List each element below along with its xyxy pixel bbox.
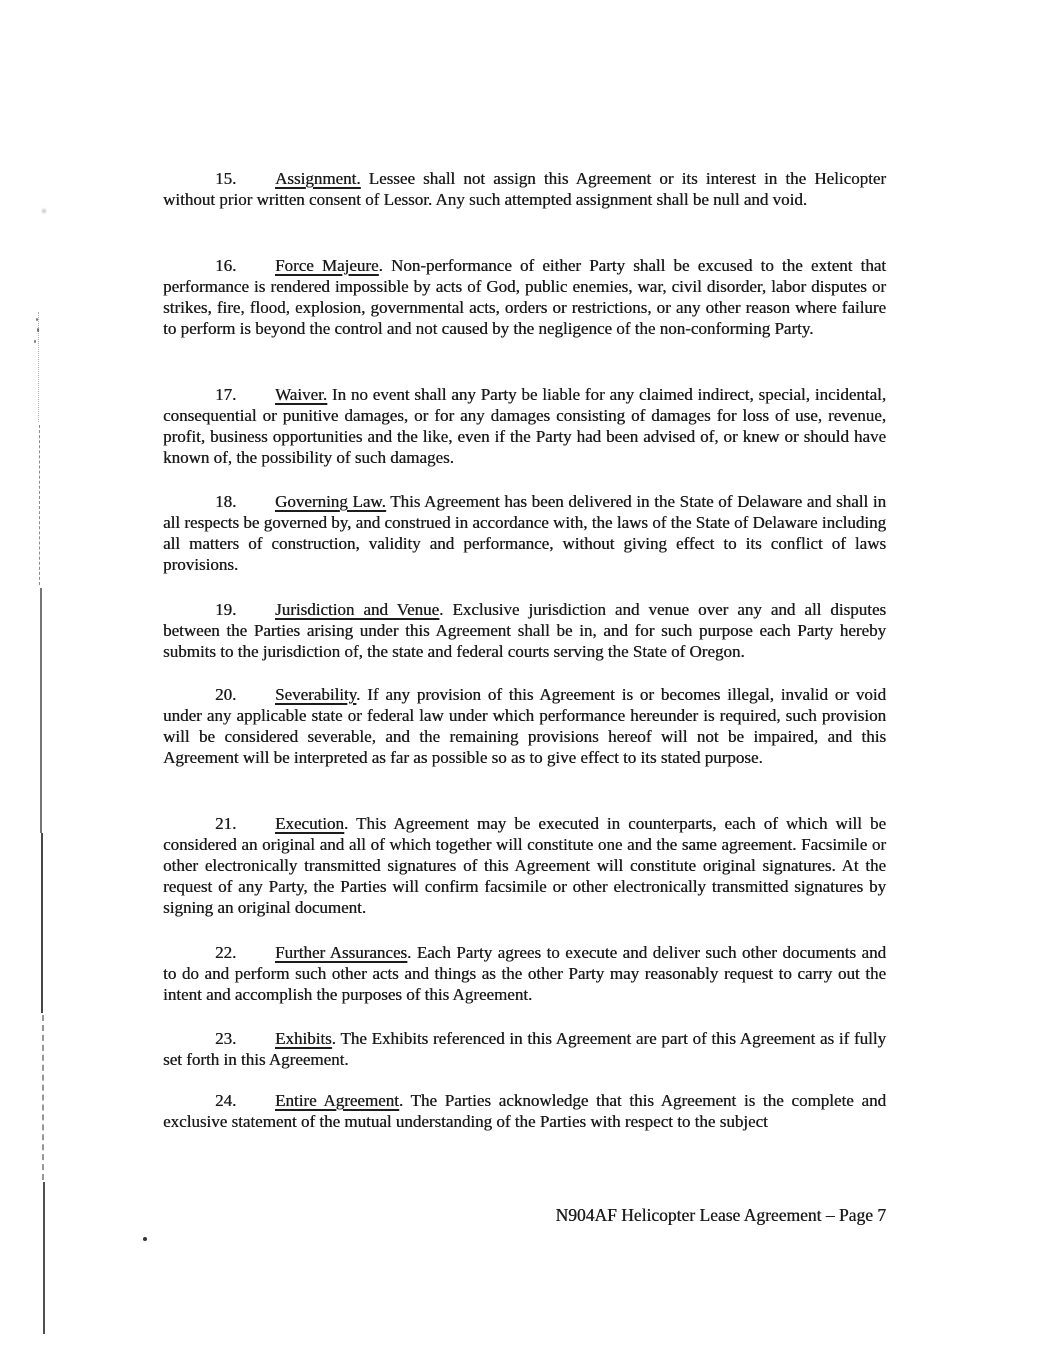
clause-15-assignment [163,168,886,210]
clause-title: Assignment. [275,169,361,188]
clause-title-period: . [343,814,349,833]
clause-body: This Agreement may be executed in counterparts, each of which will be considered an original and all of which together will constitute one and the same agreement. Facsimile or other electronically transmitted signatures of this Agreement will constitute original signatures. At the request of any Party, the Parties will confirm facsimile or other electronically transmitted signatures by signing an original document. [163,814,886,917]
clause-title: Governing Law. [275,492,386,511]
clause-24-entire-agreement [163,1090,886,1132]
clause-22-further-assurances [163,942,886,1005]
clause-number: 24. [215,1091,237,1110]
clause-number: 22. [215,943,237,962]
clause-body: The Exhibits referenced in this Agreement are part of this Agreement as if fully set forth in this Agreement. [163,1029,886,1069]
clause-title: Further Assurances [275,943,408,962]
clause-title-period: . [356,685,361,704]
clause-title-period: . [407,943,412,962]
clause-title: Jurisdiction and Venue [275,600,440,619]
scan-artifact-line [41,833,43,1013]
clause-number: 18. [215,492,237,511]
scan-artifact-speck [143,1237,147,1241]
scan-artifact-speck [36,318,38,321]
clause-title: Force Majeure [275,256,379,275]
clause-number: 17. [215,385,237,404]
clause-title-period: . [331,1029,336,1048]
clause-title: Exhibits [275,1029,332,1048]
clause-body: Exclusive jurisdiction and venue over any and all disputes between the Parties arising under this Agreement shall be in, and for such purpose each Party hereby submits to the jurisdiction of, the state and federal courts serving the State of Oregon. [163,600,887,661]
scan-artifact-speck [42,209,46,213]
clause-16-force-majeure [163,255,886,339]
clause-body: Each Party agrees to execute and deliver such other documents and to do and perform such other acts and things as the other Party may reasonably request to carry out the intent and accomplish the purposes of this Agreement. [163,943,887,1004]
clause-title-period: . [398,1091,404,1110]
scan-artifact-line [42,1015,44,1180]
clause-body: If any provision of this Agreement is or becomes illegal, invalid or void under any applicable state or federal law under which performance hereunder is required, such provision will be considered severable, and the remaining provisions hereof will not be impaired, and this Agreement will be interpreted as far as possible so as to give effect to its stated purpose. [163,685,886,767]
clause-23-exhibits [163,1028,886,1070]
clause-number: 16. [215,256,237,275]
clause-18-governing-law [163,491,886,575]
clause-number: 20. [215,685,237,704]
clause-body: This Agreement has been delivered in the State of Delaware and shall in all respects be governed by, and construed in accordance with, the laws of the State of Delaware including all matters of construction, validity and performance, without giving effect to its conflict of laws provisions. [163,492,886,574]
clause-body: Non-performance of either Party shall be excused to the extent that performance is rendered impossible by acts of God, public enemies, war, civil disorder, labor disputes or strikes, fire, flood, explosion, governmental acts, orders or restrictions, or any other reason where failure to perform is beyond the control and not caused by the negligence of the non-conforming Party. [163,256,887,338]
clause-number: 23. [215,1029,237,1048]
clause-title: Execution [275,814,344,833]
scan-artifact-line [43,1182,45,1334]
clause-title: Severability [275,685,357,704]
clause-title-period: . [378,256,383,275]
clause-title: Waiver. [275,385,327,404]
clause-title: Entire Agreement [275,1091,399,1110]
clause-number: 21. [215,814,237,833]
page-footer: N904AF Helicopter Lease Agreement – Page 7 [555,1205,886,1225]
clause-number: 19. [215,600,237,619]
scan-artifact-line [40,588,42,833]
clause-number: 15. [215,169,237,188]
clause-19-jurisdiction-venue [163,599,886,662]
clause-body: The Parties acknowledge that this Agreement is the complete and exclusive statement of the mutual understanding of the Parties with respect to the subject [163,1091,886,1131]
clause-body: In no event shall any Party be liable for any claimed indirect, special, incidental, consequential or punitive damages, or for any damages consisting of damages for loss of use, revenue, profit, business opportunities and the like, even if the Party had been advised of, or knew or should have known of, the possibility of such damages. [163,385,887,467]
clause-title-period: . [439,600,444,619]
clause-body: Lessee shall not assign this Agreement or its interest in the Helicopter without prior written consent of Lessor. Any such attempted assignment shall be null and void. [163,169,886,209]
scan-artifact-speck [37,328,39,332]
clause-20-severability [163,684,886,768]
clause-21-execution [163,813,886,918]
scan-artifact-speck [34,340,36,343]
clause-17-waiver [163,384,886,468]
scan-artifact-line [39,425,40,585]
